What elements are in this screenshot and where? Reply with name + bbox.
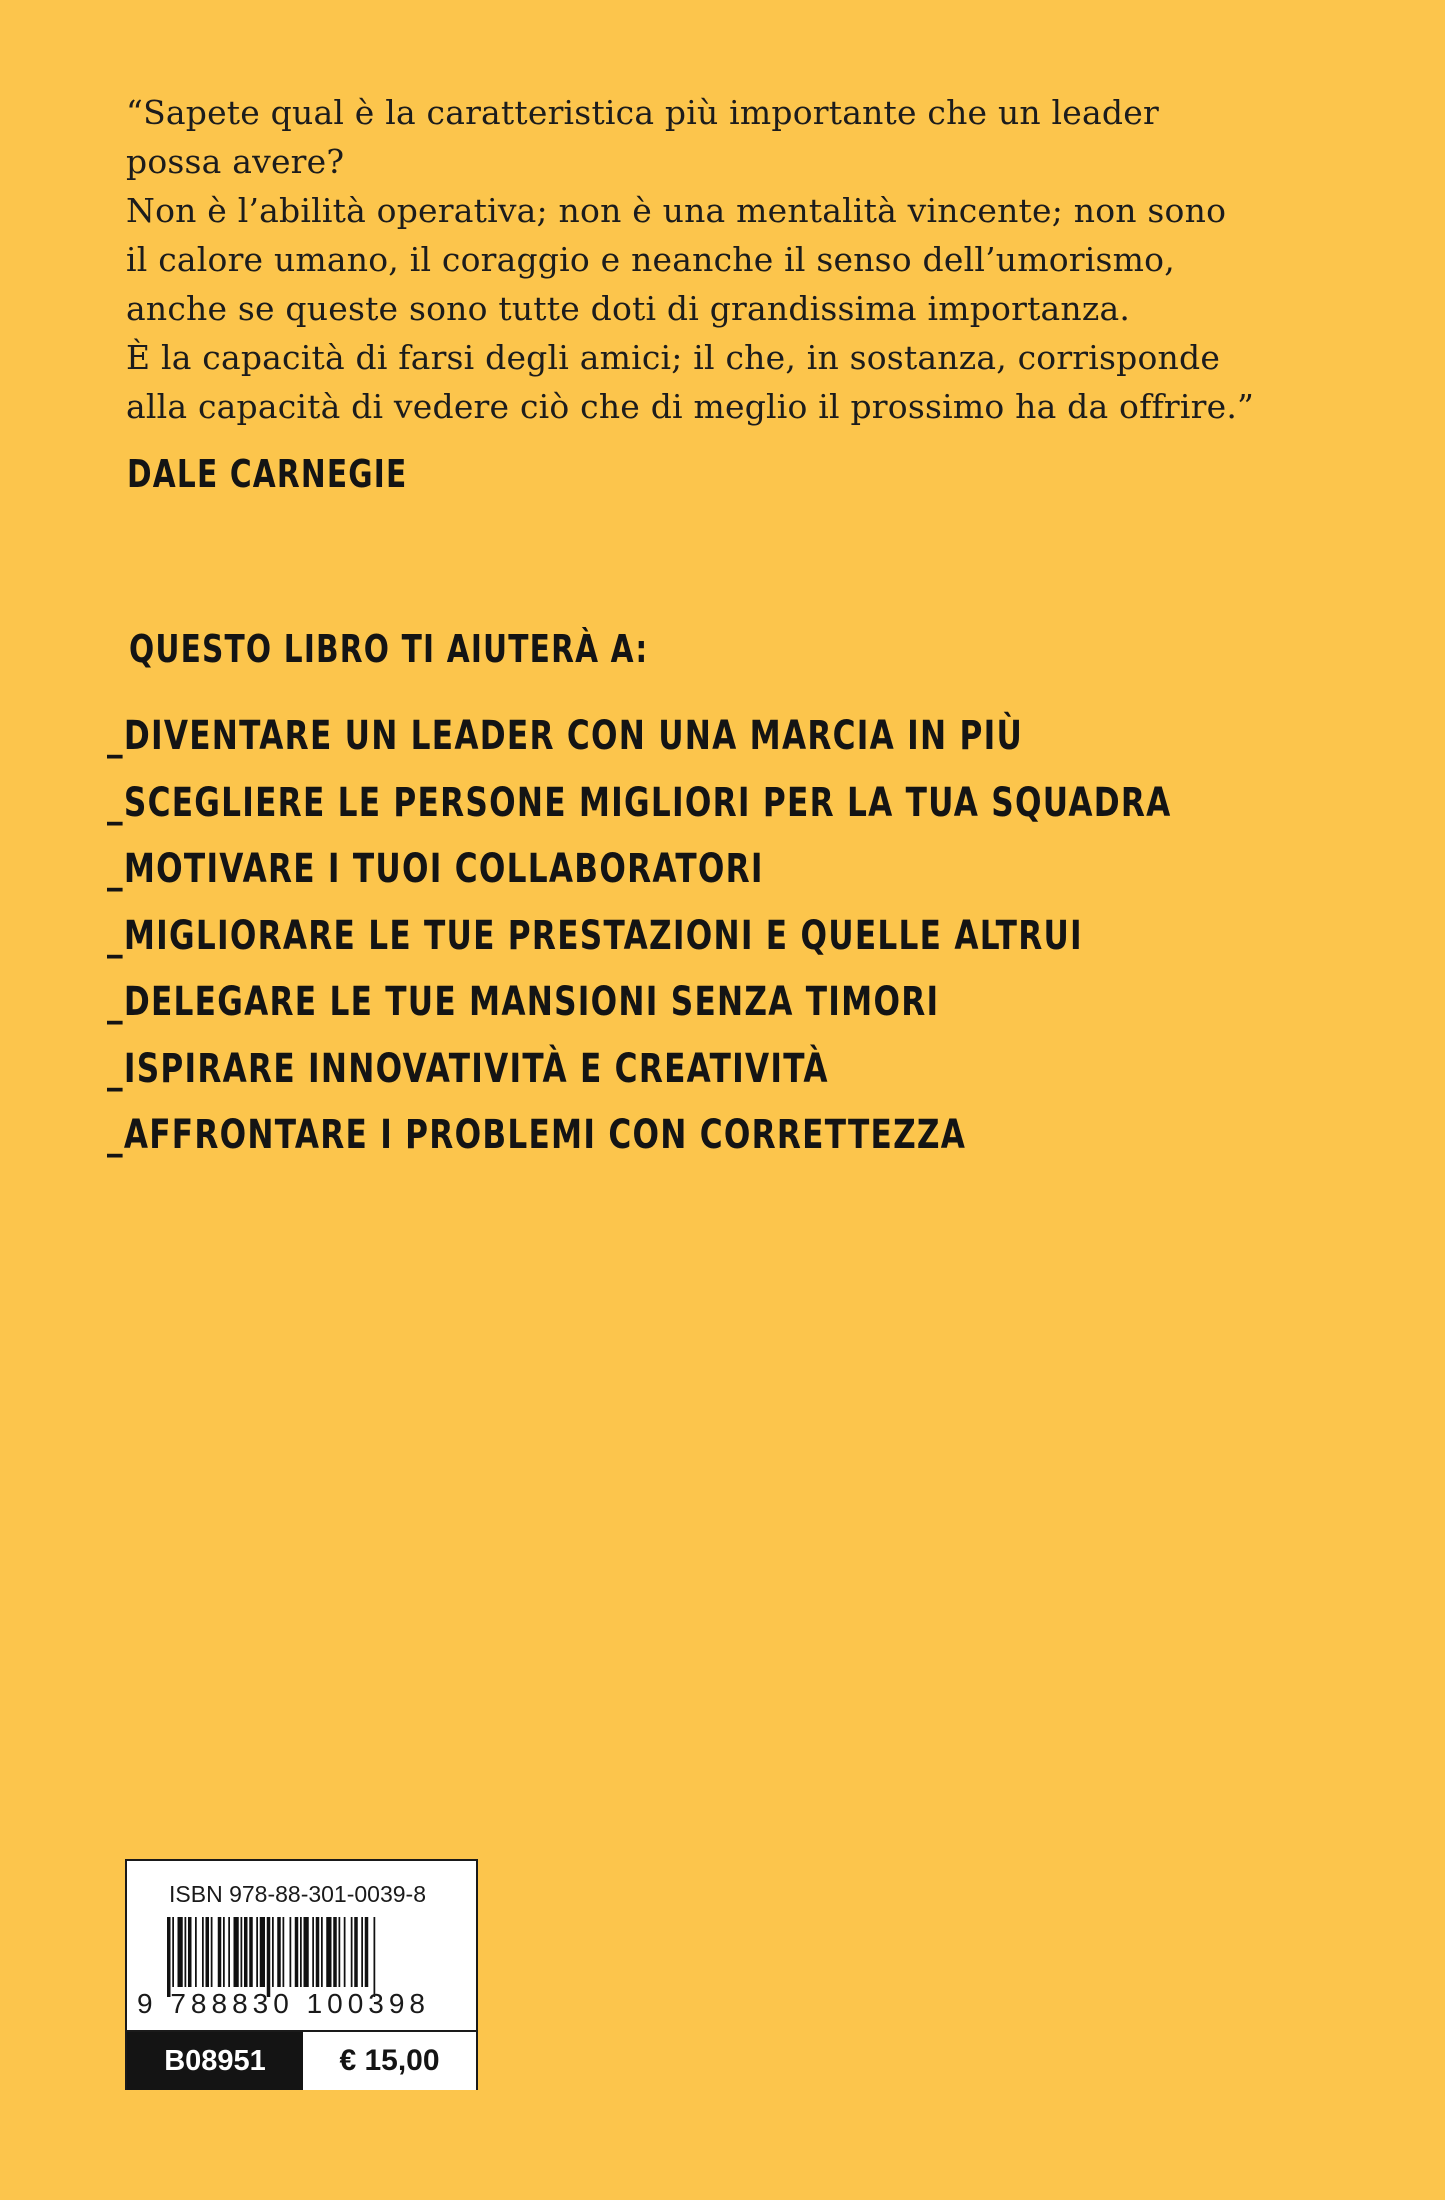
barcode-bar bbox=[267, 1917, 271, 1997]
benefits-heading: QUESTO LIBRO TI AIUTERÀ A: bbox=[129, 627, 649, 671]
barcode-bar bbox=[167, 1917, 171, 1997]
barcode-bar bbox=[354, 1917, 358, 1987]
list-item: _AFFRONTARE I PROBLEMI CON CORRETTEZZA bbox=[107, 1112, 967, 1158]
barcode-bar bbox=[290, 1917, 292, 1987]
list-item: _MOTIVARE I TUOI COLLABORATORI bbox=[107, 846, 764, 892]
barcode-bar bbox=[228, 1917, 230, 1987]
barcode-bar bbox=[256, 1917, 258, 1987]
quote-line: alla capacità di vedere ciò che di meglio il prossimo ha da offrire.” bbox=[126, 387, 1255, 426]
isbn-label: ISBN 978-88-301-0039-8 bbox=[169, 1881, 426, 1907]
barcode-bar bbox=[260, 1917, 265, 1987]
barcode-bar bbox=[312, 1917, 314, 1987]
barcode-bar bbox=[178, 1917, 183, 1987]
barcode-bar bbox=[339, 1917, 341, 1987]
barcode-bar bbox=[283, 1917, 285, 1987]
quote-line: possa avere? bbox=[126, 142, 345, 181]
barcode-bar bbox=[365, 1917, 369, 1987]
barcode-bar bbox=[185, 1917, 187, 1987]
barcode-bar bbox=[241, 1917, 243, 1987]
barcode-bar bbox=[272, 1917, 274, 1987]
list-item: _ISPIRARE INNOVATIVITÀ E CREATIVITÀ bbox=[107, 1045, 829, 1092]
barcode-bar bbox=[344, 1917, 346, 1987]
barcode-bar bbox=[202, 1917, 204, 1987]
list-item: _DIVENTARE UN LEADER CON UNA MARCIA IN PIÙ bbox=[107, 713, 1024, 759]
barcode-bar bbox=[211, 1917, 213, 1987]
barcode-footer bbox=[127, 2030, 476, 2090]
barcode-icon bbox=[167, 1917, 439, 1997]
barcode-bar bbox=[244, 1917, 248, 1987]
quote-line: È la capacità di farsi degli amici; il che, in sostanza, corrisponde bbox=[126, 338, 1221, 377]
barcode-bar bbox=[316, 1917, 320, 1987]
barcode-bar bbox=[206, 1917, 210, 1987]
barcode-bar bbox=[333, 1917, 337, 1987]
barcode-bar bbox=[326, 1917, 331, 1987]
barcode-bar bbox=[374, 1917, 376, 1997]
quote-line: Non è l’abilità operativa; non è una mentalità vincente; non sono bbox=[126, 191, 1227, 230]
list-item: _DELEGARE LE TUE MANSIONI SENZA TIMORI bbox=[107, 979, 940, 1025]
quote-author: DALE CARNEGIE bbox=[127, 452, 408, 496]
barcode-bar bbox=[188, 1917, 192, 1987]
barcode-bar bbox=[218, 1917, 222, 1987]
benefits-list bbox=[107, 710, 1445, 1176]
quote-line: anche se queste sono tutte doti di grandissima importanza. bbox=[126, 289, 1131, 328]
barcode-bar bbox=[295, 1917, 299, 1987]
barcode-bar bbox=[172, 1917, 174, 1987]
quote-line: “Sapete qual è la caratteristica più importante che un leader bbox=[126, 93, 1159, 132]
barcode-bar bbox=[234, 1917, 239, 1987]
barcode-digits: 9 788830 100398 bbox=[137, 1988, 430, 2019]
barcode-bar bbox=[195, 1917, 197, 1987]
product-code: B08951 bbox=[127, 2032, 303, 2090]
barcode-bar bbox=[351, 1917, 353, 1987]
barcode-bar bbox=[223, 1917, 225, 1987]
barcode-bar bbox=[304, 1917, 309, 1987]
quote-block bbox=[126, 88, 1256, 431]
price-label: € 15,00 bbox=[303, 2032, 476, 2090]
quote-line: il calore umano, il coraggio e neanche il senso dell’umorismo, bbox=[126, 240, 1175, 279]
barcode-bar bbox=[300, 1917, 302, 1987]
barcode-panel bbox=[125, 1859, 478, 2090]
list-item: _MIGLIORARE LE TUE PRESTAZIONI E QUELLE ALTRUI bbox=[107, 912, 1083, 959]
barcode-bar bbox=[361, 1917, 363, 1987]
barcode-bar bbox=[321, 1917, 323, 1987]
barcode-bar bbox=[249, 1917, 253, 1987]
barcode-bar bbox=[277, 1917, 281, 1987]
list-item: _SCEGLIERE LE PERSONE MIGLIORI PER LA TUA SQUADRA bbox=[107, 779, 1172, 826]
